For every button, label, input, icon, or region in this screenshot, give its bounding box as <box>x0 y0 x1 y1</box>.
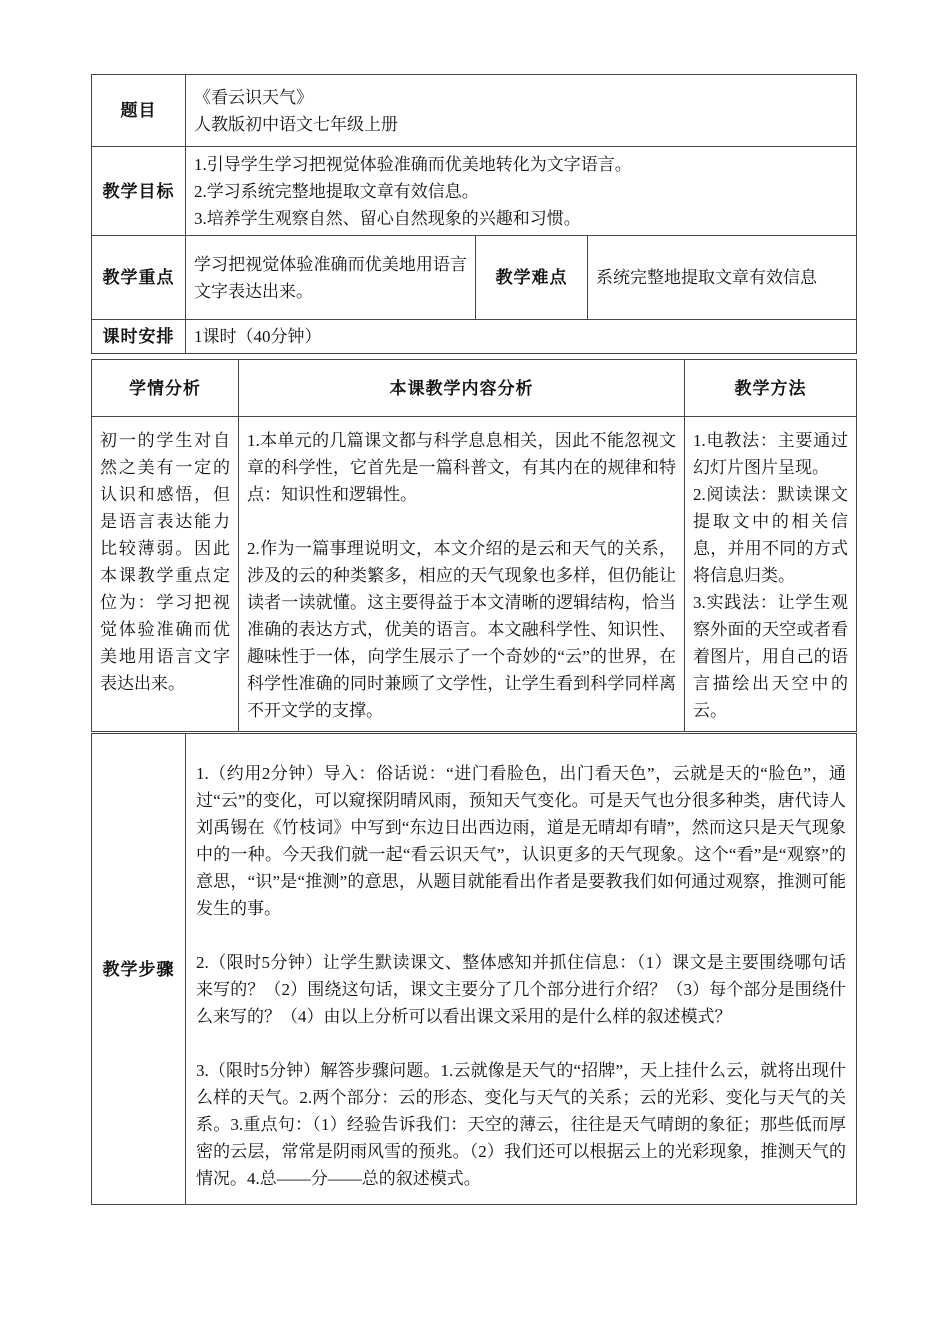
title-cell <box>186 75 857 147</box>
step-paragraph: 2.（限时5分钟）让学生默读课文、整体感知并抓住信息：（1）课文是主要围绕哪句话来写的？（2）围绕这句话，课文主要分了几个部分进行介绍？（3）每个部分是围绕什么来写的？（4）由以上分析可以看出课文采用的是什么样的叙述模式？ <box>196 953 846 1026</box>
difficulty-text: 系统完整地提取文章有效信息 <box>588 236 857 320</box>
teaching-method-header: 教学方法 <box>685 360 857 417</box>
analysis-header-row <box>92 360 857 417</box>
table-row <box>92 147 857 236</box>
teaching-steps-row <box>92 734 857 1205</box>
objective-item: 1.引导学生学习把视觉体验准确而优美地转化为文字语言。 <box>194 154 632 174</box>
method-item: 2.阅读法：默读课文提取文中的相关信息，并用不同的方式将信息归类。 <box>693 485 848 585</box>
student-analysis-text: 初一的学生对自然之美有一定的认识和感悟，但是语言表达能力比较薄弱。因此本课教学重点定位为：学习把视觉体验准确而优美地用语言文字表达出来。 <box>92 417 239 732</box>
analysis-content-row <box>92 417 857 732</box>
basic-info-table <box>91 74 857 354</box>
step-paragraph: 1.（约用2分钟）导入：俗话说：“进门看脸色，出门看天色”，云就是天的“脸色”，通过“云”的变化，可以窥探阴晴风雨，预知天气变化。可是天气也分很多种类，唐代诗人刘禹锡在《竹枝词》中写到“东边日出西边雨，道是无晴却有晴”，然而这只是天气现象中的一种。今天我们就一起“看云识天气”，认识更多的天气现象。这个“看”是“观察”的意思，“识”是“推测”的意思，从题目就能看出作者是要教我们如何通过观察，推测可能发生的事。 <box>196 764 846 918</box>
schedule-text: 1课时（40分钟） <box>186 320 857 354</box>
student-analysis-header: 学情分析 <box>92 360 239 417</box>
step-paragraph: 3.（限时5分钟）解答步骤问题。1.云就像是天气的“招牌”，天上挂什么云，就将出现什么样的天气。2.两个部分：云的形态、变化与天气的关系；云的光彩、变化与天气的关系。3.重点句：（1）经验告诉我们：天空的薄云，往往是天气晴朗的象征；那些低而厚密的云层，常常是阴雨风雪的预兆。（2）我们还可以根据云上的光彩现象，推测天气的情况。4.总——分——总的叙述模式。 <box>196 1061 846 1188</box>
course-title: 《看云识天气》 <box>194 87 313 107</box>
steps-content-cell <box>186 734 857 1205</box>
title-label: 题目 <box>92 75 186 147</box>
objective-item: 2.学习系统完整地提取文章有效信息。 <box>194 181 479 201</box>
objectives-label: 教学目标 <box>92 147 186 236</box>
table-row <box>92 75 857 147</box>
content-analysis-cell <box>239 417 685 732</box>
method-item: 3.实践法：让学生观察外面的天空或者看着图片，用自己的语言描绘出天空中的云。 <box>693 593 848 720</box>
focus-label: 教学重点 <box>92 236 186 320</box>
textbook-edition: 人教版初中语文七年级上册 <box>194 114 398 134</box>
objective-item: 3.培养学生观察自然、留心自然现象的兴趣和习惯。 <box>194 208 581 228</box>
analysis-table <box>91 359 857 732</box>
table-row <box>92 320 857 354</box>
method-item: 1.电教法：主要通过幻灯片图片呈现。 <box>693 431 848 477</box>
content-analysis-para: 2.作为一篇事理说明文，本文介绍的是云和天气的关系，涉及的云的种类繁多，相应的天气现象也多样，但仍能让读者一读就懂。这主要得益于本文清晰的逻辑结构，恰当准确的表达方式，优美的语言。本文融科学性、知识性、趣味性于一体，向学生展示了一个奇妙的“云”的世界，在科学性准确的同时兼顾了文学性，让学生看到科学同样离不开文学的支撑。 <box>247 539 676 720</box>
steps-label: 教学步骤 <box>92 734 186 1205</box>
difficulty-label: 教学难点 <box>476 236 588 320</box>
teaching-steps-table <box>91 733 857 1205</box>
content-analysis-para: 1.本单元的几篇课文都与科学息息相关，因此不能忽视文章的科学性，它首先是一篇科普文，有其内在的规律和特点：知识性和逻辑性。 <box>247 431 676 504</box>
schedule-label: 课时安排 <box>92 320 186 354</box>
content-analysis-header: 本课教学内容分析 <box>239 360 685 417</box>
objectives-cell <box>186 147 857 236</box>
focus-text: 学习把视觉体验准确而优美地用语言文字表达出来。 <box>186 236 476 320</box>
teaching-method-cell <box>685 417 857 732</box>
table-row <box>92 236 857 320</box>
